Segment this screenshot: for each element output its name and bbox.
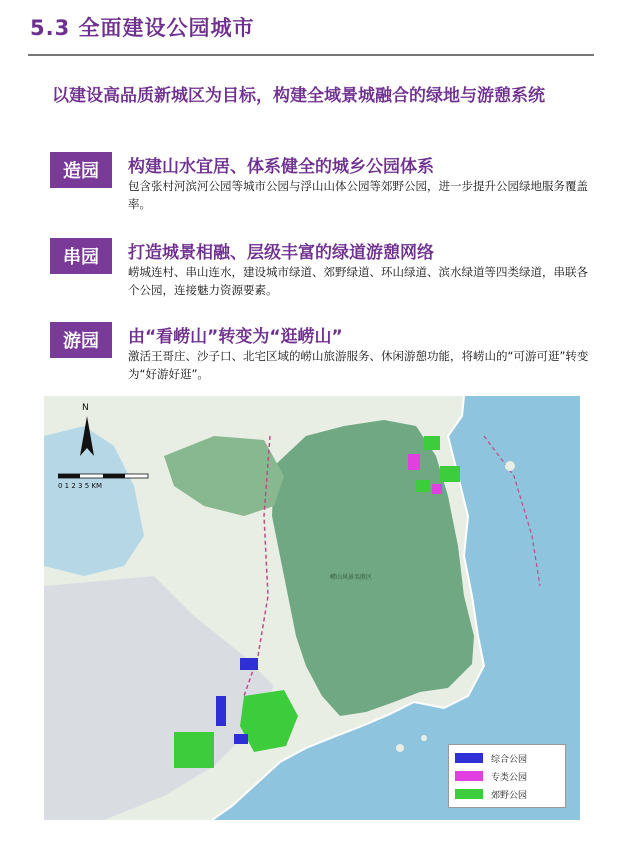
country-park xyxy=(416,480,430,492)
section-body: 激活王哥庄、沙子口、北宅区域的崂山旅游服务、休闲游憩功能，将崂山的“可游可逛”转变为“好游好逛”。 xyxy=(128,349,589,381)
section-heading: 打造城景相融、层级丰富的绿道游憩网络 xyxy=(128,243,434,263)
sea-boundary xyxy=(484,436,540,586)
comprehensive-park xyxy=(234,734,248,744)
legend-label: 综合公园 xyxy=(491,754,528,765)
section-heading: 构建山水宜居、体系健全的城乡公园体系 xyxy=(128,157,434,177)
scale-label: 0 1 2 3 5 KM xyxy=(58,482,103,490)
title-divider xyxy=(28,54,594,56)
country-park xyxy=(440,466,460,482)
section-tag: 造园 xyxy=(50,152,112,188)
legend-swatch xyxy=(455,771,483,781)
section-body: 包含张村河滨河公园等城市公园与浮山山体公园等郊野公园，进一步提升公园绿地服务覆盖率。 xyxy=(128,179,588,211)
island xyxy=(505,461,515,471)
legend-label: 专类公园 xyxy=(491,772,528,783)
section-body: 崂城连村、串山连水，建设城市绿道、郊野绿道、环山绿道、滨水绿道等四类绿道，串联各个公园，连接魅力资源要素。 xyxy=(128,265,588,297)
legend-item xyxy=(455,785,559,803)
legend-swatch xyxy=(455,789,483,799)
north-label: N xyxy=(82,403,89,413)
island xyxy=(396,744,404,752)
specialty-park xyxy=(432,484,442,494)
legend-label: 郊野公园 xyxy=(491,790,528,801)
comprehensive-park xyxy=(216,696,226,726)
country-park xyxy=(174,732,214,768)
map-place-label: 崂山风景名胜区 xyxy=(330,574,373,581)
island xyxy=(421,735,427,741)
specialty-park xyxy=(408,454,420,470)
park-system-map xyxy=(44,396,580,820)
legend-item xyxy=(455,767,559,785)
country-park xyxy=(424,436,440,450)
map-legend xyxy=(448,744,566,808)
scale-bar xyxy=(58,472,168,492)
section-heading: 由“看崂山”转变为“逛崂山” xyxy=(128,327,343,347)
north-arrow xyxy=(72,400,102,468)
comprehensive-park xyxy=(240,658,258,670)
section-tag: 串园 xyxy=(50,238,112,274)
section-tag: 游园 xyxy=(50,322,112,358)
legend-item xyxy=(455,749,559,767)
legend-swatch xyxy=(455,753,483,763)
section-subtitle: 以建设高品质新城区为目标，构建全域景城融合的绿地与游憩系统 xyxy=(52,86,545,106)
page-title: 5.3 全面建设公园城市 xyxy=(30,16,255,40)
